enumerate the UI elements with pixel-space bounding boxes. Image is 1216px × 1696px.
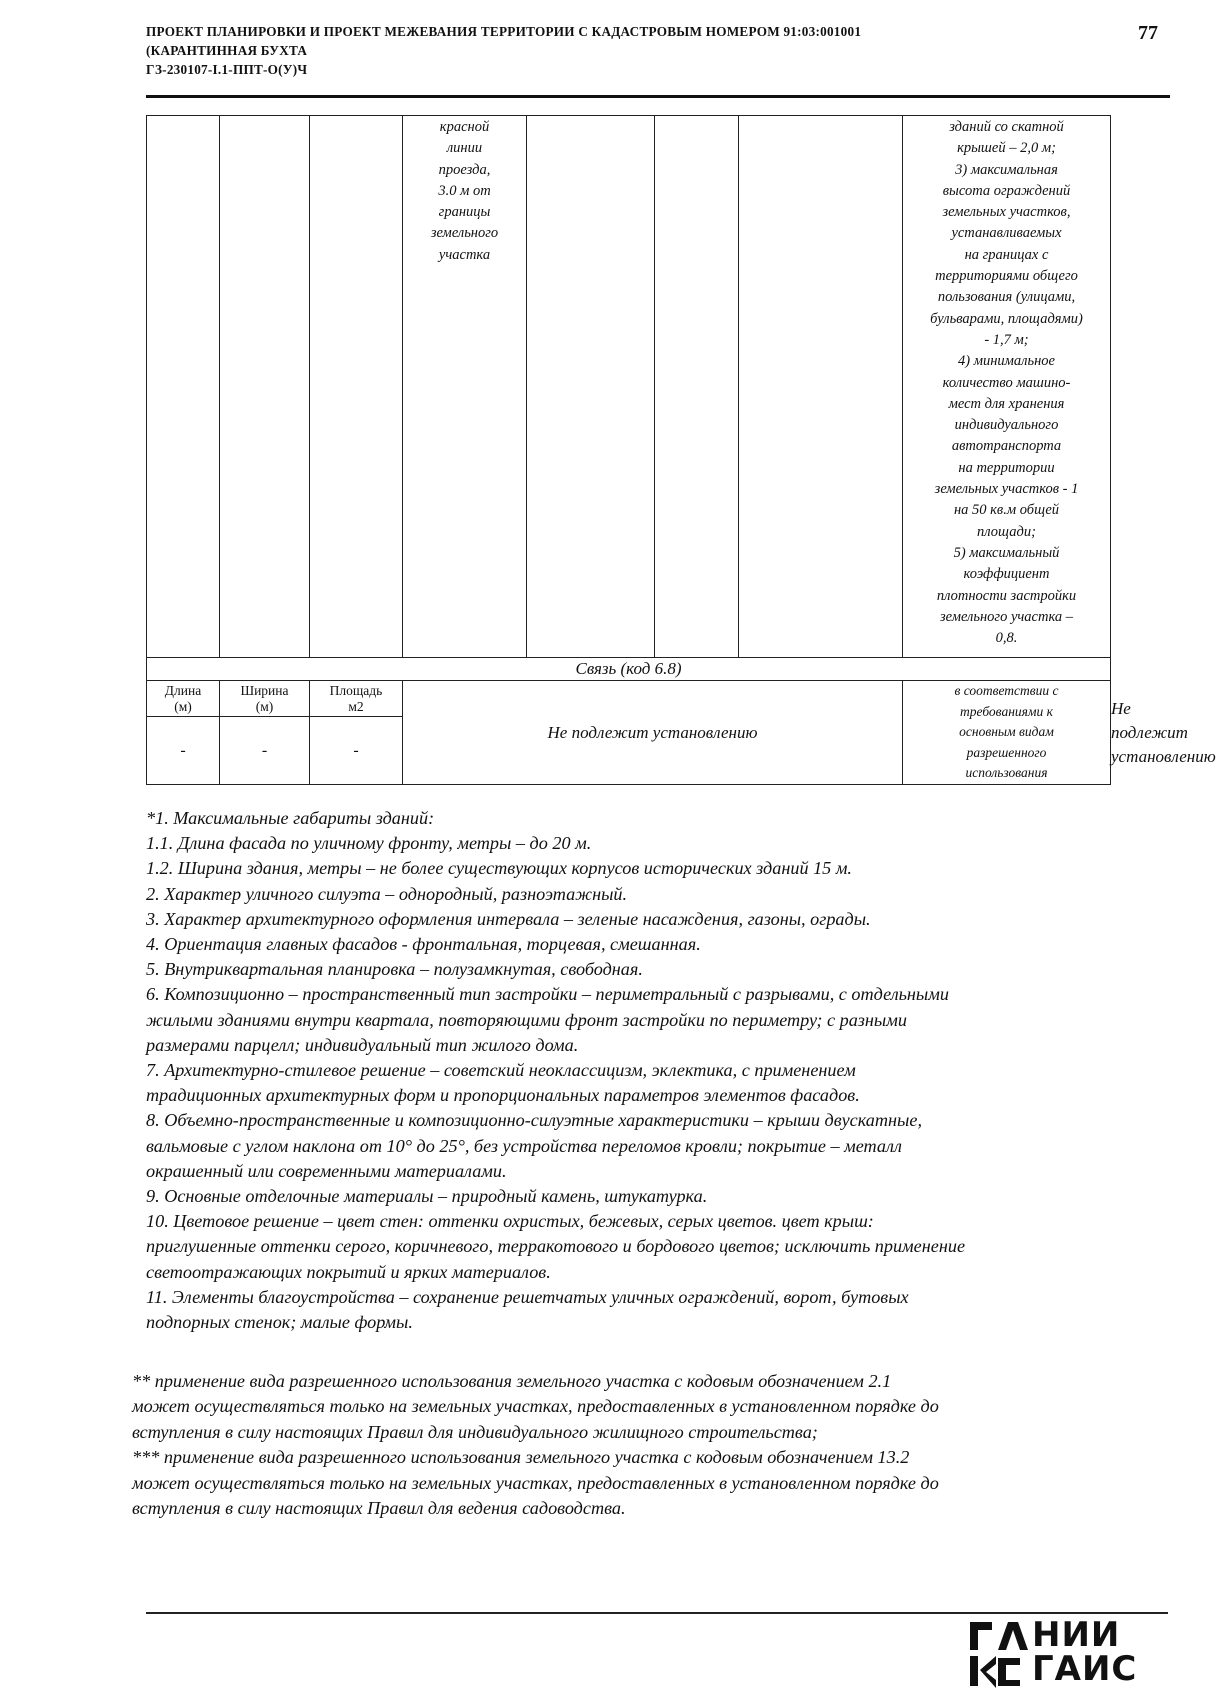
text-line: автотранспорта xyxy=(951,438,1062,455)
width-value: - xyxy=(220,717,310,785)
note-line: вальмовые с углом наклона от 10° до 25°, без устройства переломов кровли; покрытие – металл xyxy=(146,1135,902,1156)
text-line: зданий со скатной xyxy=(949,119,1064,135)
text-line: мест для хранения xyxy=(948,395,1065,412)
text-line: 4) минимальное xyxy=(958,353,1055,370)
note-line: 4. Ориентация главных фасадов - фронтальная, торцевая, смешанная. xyxy=(146,934,701,955)
section-title: Связь (код 6.8) xyxy=(147,658,1111,681)
width-header: Ширина (м) xyxy=(220,681,310,717)
table-cell xyxy=(147,116,220,658)
table-row-section xyxy=(147,658,1111,681)
table-row-headers: Длина (м) Ширина (м) Площадь м2 Не подлежит установлению в соответствии с требованиями к основным видам разрешенного использования Не подлежит установлению xyxy=(147,681,1111,717)
note-line: 10. Цветовое решение – цвет стен: оттенки охристых, бежевых, серых цветов. цвет крыш: xyxy=(146,1211,874,1232)
document-header xyxy=(146,22,1156,79)
logo-line-2: ГАИС xyxy=(1032,1649,1138,1689)
footnotes-block xyxy=(132,1369,1150,1521)
table-cell xyxy=(655,116,739,658)
text-line: 5) максимальный xyxy=(953,544,1060,561)
text-line: плотности застройки xyxy=(936,587,1077,604)
note-line: 6. Композиционно – пространственный тип застройки – периметральный с разрывами, с отдельными xyxy=(146,984,949,1005)
text-line: границы xyxy=(438,204,491,221)
text-line: земельных участков, xyxy=(942,204,1071,221)
text-line: на 50 кв.м общей xyxy=(953,502,1060,519)
footnote-line: может осуществляться только на земельных участках, предоставленных в установленном порядке до xyxy=(132,1472,939,1493)
text-line: индивидуального xyxy=(954,417,1059,434)
note-line: 2. Характер уличного силуэта – однородный, разноэтажный. xyxy=(146,883,628,904)
text-line: линии xyxy=(446,140,483,157)
note-line: светоотражающих покрытий и ярких материалов. xyxy=(146,1261,551,1282)
note-line: 9. Основные отделочные материалы – природный камень, штукатурка. xyxy=(146,1186,708,1207)
header-divider xyxy=(146,95,1170,98)
footnote-line: может осуществляться только на земельных участках, предоставленных в установленном порядке до xyxy=(132,1396,939,1417)
length-header: Длина (м) xyxy=(147,681,220,717)
text-line: бульварами, площадями) xyxy=(930,310,1083,327)
note-line: 5. Внутриквартальная планировка – полузамкнутая, свободная. xyxy=(146,959,643,980)
note-line: *1. Максимальные габариты зданий: xyxy=(146,808,435,828)
text-line: в соответствии с xyxy=(954,683,1059,698)
length-value: - xyxy=(147,717,220,785)
logo-text xyxy=(1032,1615,1138,1689)
notes-block xyxy=(146,806,1150,1335)
text-line: количество машино- xyxy=(942,374,1071,391)
footnote-line: ** применение вида разрешенного использования земельного участка с кодовым обозначением 2.1 xyxy=(132,1371,892,1391)
header-line-2: (КАРАНТИННАЯ БУХТА xyxy=(146,43,308,58)
note-line: 8. Объемно-пространственные и композиционно-силуэтные характеристики – крыши двускатные, xyxy=(146,1110,922,1131)
note-line: жилыми зданиями внутри квартала, повторяющими фронт застройки по периметру; с разными xyxy=(146,1009,907,1030)
footnote-line: вступления в силу настоящих Правил для ведения садоводства. xyxy=(132,1498,626,1519)
text-line: высота ограждений xyxy=(942,182,1071,199)
text-line: земельного участка – xyxy=(939,608,1073,625)
text-line: земельного xyxy=(430,225,499,242)
text-line: 0,8. xyxy=(995,630,1018,647)
text-line: территориями общего xyxy=(935,268,1078,285)
text-line: использования xyxy=(965,765,1048,780)
not-set-middle: Не подлежит установлению xyxy=(403,681,903,785)
text-line: устанавливаемых xyxy=(951,225,1062,242)
text-line: крышей – 2,0 м; xyxy=(957,140,1056,157)
text-line: площади; xyxy=(977,523,1036,540)
header-line-1: ПРОЕКТ ПЛАНИРОВКИ И ПРОЕКТ МЕЖЕВАНИЯ ТЕРРИТОРИИ С КАДАСТРОВЫМ НОМЕРОМ 91:03:001001 xyxy=(146,24,862,39)
accordance-text xyxy=(903,681,1111,785)
setback-text xyxy=(403,116,526,266)
footnote-line: *** применение вида разрешенного использования земельного участка с кодовым обозначением 13.2 xyxy=(132,1447,910,1468)
footnote-line: вступления в силу настоящих Правил для индивидуального жилищного строительства; xyxy=(132,1421,818,1442)
area-header: Площадь м2 xyxy=(310,681,403,717)
parameters-text xyxy=(903,116,1110,649)
table-cell xyxy=(527,116,655,658)
table-cell xyxy=(310,116,403,658)
note-line: традиционных архитектурных форм и пропорциональных параметров элементов фасадов. xyxy=(146,1085,860,1106)
note-line: 3. Характер архитектурного оформления интервала – зеленые насаждения, газоны, ограды. xyxy=(146,908,871,929)
gas-monogram-icon xyxy=(968,1618,1028,1690)
regulations-table xyxy=(146,115,1216,785)
note-line: подпорных стенок; малые формы. xyxy=(146,1312,413,1333)
text-line: 3.0 м от xyxy=(438,182,491,199)
text-line: пользования (улицами, xyxy=(937,289,1076,306)
text-line: - 1,7 м; xyxy=(984,331,1029,348)
note-line: 1.1. Длина фасада по уличному фронту, метры – до 20 м. xyxy=(146,833,592,854)
note-line: окрашенный или современными материалами. xyxy=(146,1160,507,1181)
text-line: требованиями к xyxy=(960,703,1053,719)
text-line: 3) максимальная xyxy=(955,161,1058,178)
page-number: 77 xyxy=(1138,22,1158,44)
area-value: - xyxy=(310,717,403,785)
text-line: основным видам xyxy=(959,724,1054,739)
niigais-logo xyxy=(968,1615,1168,1690)
table-cell-parameters xyxy=(903,116,1111,658)
table-cell xyxy=(739,116,903,658)
footer-divider xyxy=(146,1612,1168,1614)
header-line-3: ГЗ-230107-I.1-ППТ-О(У)Ч xyxy=(146,62,308,77)
text-line: разрешенного xyxy=(966,744,1047,760)
note-line: 7. Архитектурно-стилевое решение – советский неоклассицизм, эклектика, с применением xyxy=(146,1060,856,1081)
text-line: на границах с xyxy=(964,246,1049,263)
logo-line-1: НИИ xyxy=(1032,1615,1121,1655)
note-line: 11. Элементы благоустройства – сохранение решетчатых уличных ограждений, ворот, бутовых xyxy=(146,1286,909,1307)
text-line: на территории xyxy=(958,459,1055,476)
table-cell-setback xyxy=(403,116,527,658)
note-line: размерами парцелл; индивидуальный тип жилого дома. xyxy=(146,1034,579,1055)
table-cell xyxy=(220,116,310,658)
text-line: участка xyxy=(438,246,491,263)
text-line: земельных участков - 1 xyxy=(934,481,1079,498)
text-line: красной xyxy=(439,119,490,135)
note-line: 1.2. Ширина здания, метры – не более существующих корпусов исторических зданий 15 м. xyxy=(146,858,852,879)
text-line: проезда, xyxy=(438,161,491,178)
note-line: приглушенные оттенки серого, коричневого, терракотового и бордового цветов; исключить применение xyxy=(146,1236,966,1257)
text-line: коэффициент xyxy=(963,566,1050,583)
table-row-continuation xyxy=(147,116,1111,658)
